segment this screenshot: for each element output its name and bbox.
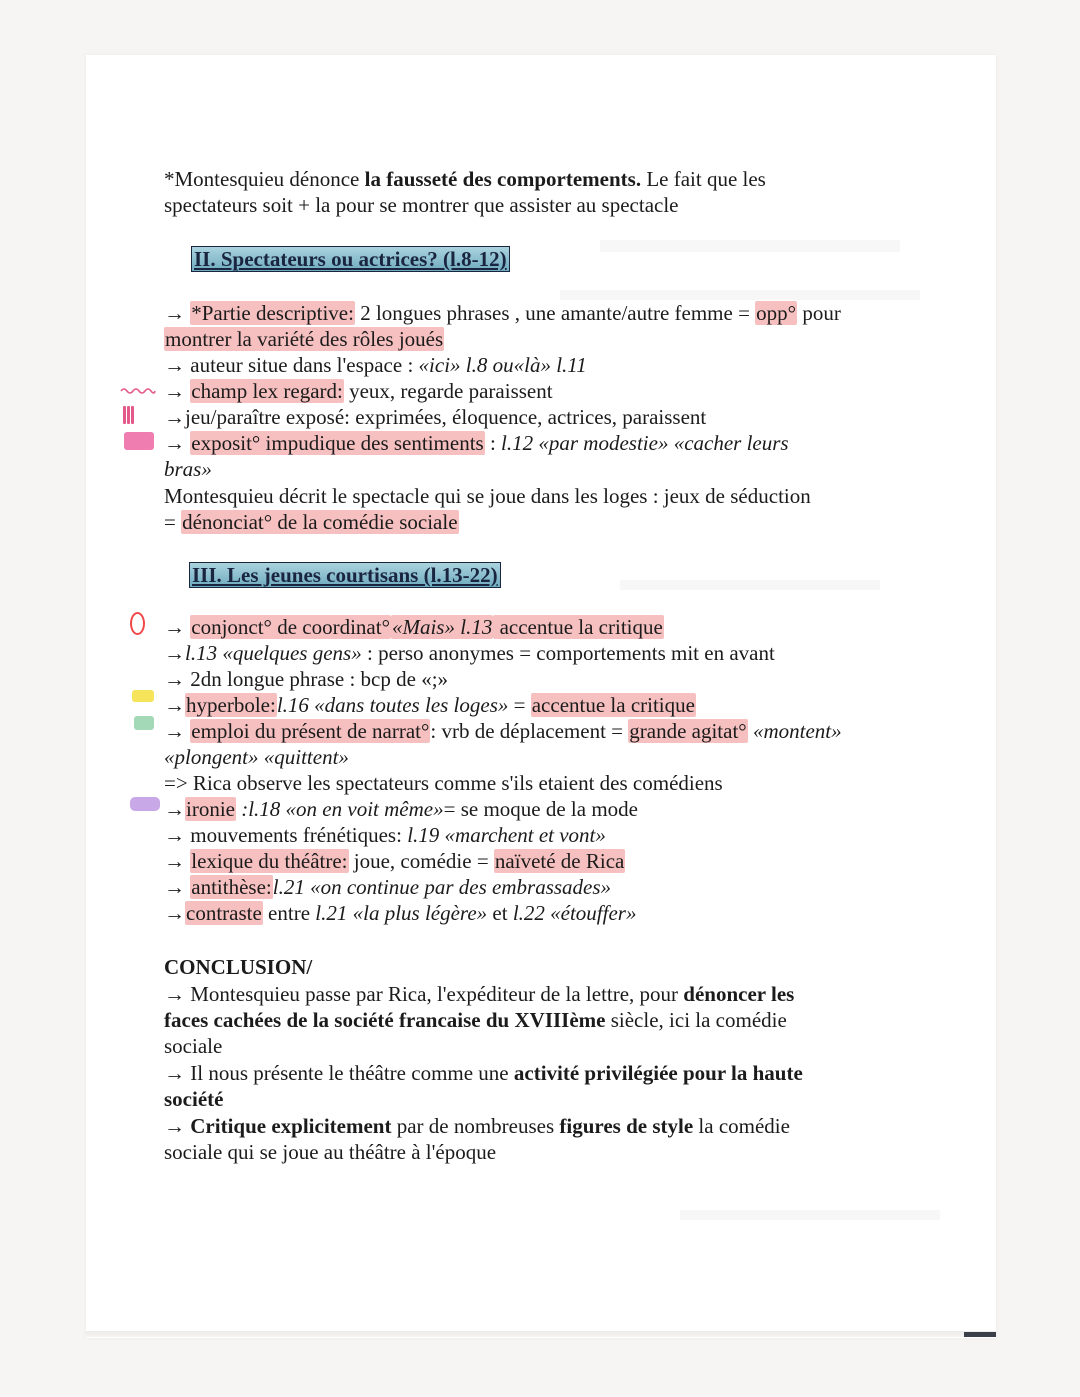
list-item: →jeu/paraître exposé: exprimées, éloquence, actrices, paraissent xyxy=(164,405,707,429)
intro-line-1: *Montesquieu dénonce la fausseté des comportements. Le fait que les xyxy=(164,167,766,191)
list-item: →contraste entre l.21 «la plus légère» et l.22 «étouffer» xyxy=(164,901,637,925)
list-item-continuation: «plongent» «quittent» xyxy=(164,745,349,769)
list-item: →hyperbole:l.16 «dans toutes les loges» = accentue la critique xyxy=(164,693,695,717)
conclusion-heading: CONCLUSION/ xyxy=(164,955,313,979)
list-item: → emploi du présent de narrat°: vrb de déplacement = grande agitat° «montent» xyxy=(164,719,842,743)
list-item: →l.13 «quelques gens» : perso anonymes = comportements mit en avant xyxy=(164,641,775,665)
list-item: →ironie :l.18 «on en voit même»= se moque de la mode xyxy=(164,797,638,821)
list-item-continuation: faces cachées de la société francaise du XVIIIème siècle, ici la comédie xyxy=(164,1008,787,1032)
pink-tick-marker-icon xyxy=(123,404,135,426)
list-item-continuation: sociale qui se joue au théâtre à l'époque xyxy=(164,1140,497,1164)
list-item-continuation: société xyxy=(164,1087,224,1111)
list-item: → Montesquieu passe par Rica, l'expéditeur de la lettre, pour dénoncer les xyxy=(164,982,795,1006)
corner-mark xyxy=(964,1332,996,1337)
list-item: → *Partie descriptive: 2 longues phrases , une amante/autre femme = opp° pour xyxy=(164,301,841,325)
list-item: => Rica observe les spectateurs comme s'ils etaient des comédiens xyxy=(164,771,723,795)
green-marker-icon xyxy=(134,716,154,730)
list-item-continuation: montrer la variété des rôles joués xyxy=(165,327,444,351)
list-item: → auteur situe dans l'espace : «ici» l.8 ou«là» l.11 xyxy=(164,353,587,377)
list-item: → conjonct° de coordinat°«Mais» l.13 accentue la critique xyxy=(164,615,663,639)
pink-square-marker-icon xyxy=(124,432,154,450)
list-item: → exposit° impudique des sentiments : l.12 «par modestie» «cacher leurs xyxy=(164,431,789,455)
list-item: → mouvements frénétiques: l.19 «marchent et vont» xyxy=(164,823,606,847)
section-2-heading: II. Spectateurs ou actrices? (l.8-12) xyxy=(191,246,510,272)
list-item: → antithèse:l.21 «on continue par des embrassades» xyxy=(164,875,612,899)
section-3-heading: III. Les jeunes courtisans (l.13-22) xyxy=(189,562,501,588)
list-item-continuation: bras» xyxy=(164,457,212,481)
list-item: → Critique explicitement par de nombreuses figures de style la comédie xyxy=(164,1114,790,1138)
show-through-text xyxy=(680,1210,940,1220)
page-bottom-edge xyxy=(86,1331,996,1337)
section-2-summary: Montesquieu décrit le spectacle qui se joue dans les loges : jeux de séduction xyxy=(164,484,811,508)
list-item-continuation: sociale xyxy=(164,1034,223,1058)
show-through-text xyxy=(560,290,920,300)
list-item: → lexique du théâtre: joue, comédie = naïveté de Rica xyxy=(164,849,625,873)
list-item: → Il nous présente le théâtre comme une activité privilégiée pour la haute xyxy=(164,1061,803,1085)
section-2-summary-line-2: = dénonciat° de la comédie sociale xyxy=(164,510,458,534)
violet-marker-icon xyxy=(130,797,160,811)
yellow-marker-icon xyxy=(132,690,154,702)
list-item: → champ lex regard: yeux, regarde paraissent xyxy=(164,379,553,403)
red-circle-marker-icon xyxy=(130,612,145,635)
intro-line-2: spectateurs soit + la pour se montrer que assister au spectacle xyxy=(164,193,679,217)
show-through-text xyxy=(600,240,900,252)
wavy-marker-icon xyxy=(120,386,156,396)
show-through-text xyxy=(620,580,880,590)
list-item: → 2dn longue phrase : bcp de «;» xyxy=(164,667,449,691)
